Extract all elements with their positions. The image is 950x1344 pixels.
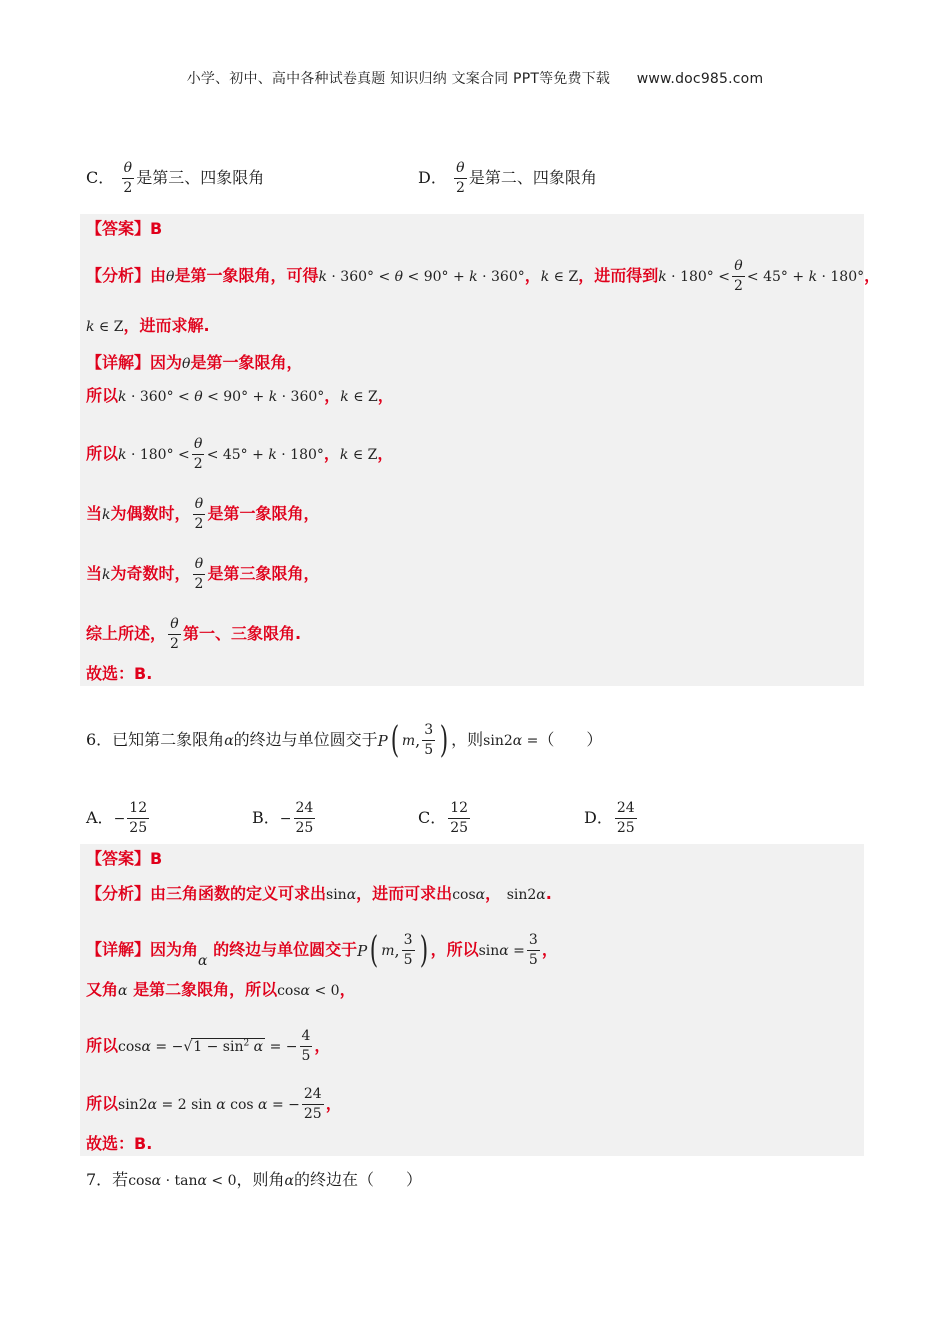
- q5-analysis-line1: 【分析】由θ是第一象限角，可得k · 360° < θ < 90° + k · 360°，k ∈ Z，进而得到k · 180° < $\frac{\theta}{2}$ < 45° + k · 180°，: [86, 258, 881, 294]
- math: sinα =: [478, 943, 525, 959]
- text: ，进而求解.: [123, 316, 210, 335]
- text: 是第一象限角，可得: [174, 266, 319, 285]
- q6-answer: 【答案】B: [86, 849, 163, 868]
- q6-choose: 故选：B.: [86, 1134, 153, 1153]
- text: 7．若: [86, 1170, 129, 1189]
- math: k · 180° <: [658, 269, 730, 285]
- q5-detail-2: 所以k · 360° < θ < 90° + k · 360°，k ∈ Z，: [86, 386, 394, 405]
- q5-detail-1: [86, 353, 302, 374]
- option-label: D．: [584, 808, 613, 827]
- q7-stem: [86, 1170, 422, 1191]
- q6-detail-3: 所以$\cos\alpha = -√1 - \sin^2 \alpha$ = − $\frac{4}{5}$ ，: [86, 1028, 331, 1064]
- denominator: 25: [295, 820, 314, 836]
- text: 当: [86, 564, 103, 583]
- text: 为偶数时，: [110, 504, 191, 523]
- point-p: P ( m , $\frac{3}{5}$ ): [377, 719, 449, 761]
- q6-detail-4: 所以sin2α = 2 sin α cos α = − $\frac{24}{25}$ ，: [86, 1086, 342, 1122]
- q5-summary: [86, 616, 301, 653]
- text: ，则: [451, 730, 484, 749]
- q5-detail-odd: [86, 556, 319, 593]
- q5-detail-3: 所以k · 180° < $\frac{\theta}{2}$ < 45° + k · 180°，k ∈ Z，: [86, 436, 394, 472]
- option-label: C．: [86, 168, 115, 187]
- fraction: $\frac{\theta}{2}$: [734, 258, 743, 294]
- math: k ∈ Z: [540, 269, 579, 285]
- option-label: C．: [418, 808, 447, 827]
- denominator: 25: [616, 820, 635, 836]
- fraction: $\frac{\theta}{2}$: [193, 436, 203, 472]
- math: θ: [166, 269, 175, 285]
- header-text: 小学、初中、高中各种试卷真题 知识归纳 文案合同 PPT等免费下载: [186, 71, 611, 87]
- math: $\cos\alpha = -√1 - \sin^2 \alpha$ = −: [118, 1038, 298, 1055]
- q5-detail-even: [86, 496, 319, 533]
- math: θ: [182, 356, 191, 372]
- text: 6．已知第二象限角: [86, 730, 225, 749]
- math: < 45° + k · 180°: [206, 447, 324, 463]
- text: 第一、三象限角.: [182, 624, 302, 643]
- option-label: A．: [86, 808, 114, 827]
- text: 【详解】因为: [86, 353, 183, 372]
- math: cosα · tanα < 0: [128, 1173, 237, 1189]
- q5-option-d: [418, 160, 597, 197]
- math: α: [198, 953, 208, 969]
- text: 所以: [86, 1094, 119, 1113]
- numerator: 24: [615, 800, 637, 819]
- q6-detail-2: 又角α 是第二象限角，所以cosα < 0，: [86, 980, 356, 999]
- math: k: [102, 507, 111, 523]
- header-site: www.doc985.com: [636, 71, 764, 87]
- fraction: [294, 800, 316, 837]
- text: 是第二象限角，所以: [133, 980, 278, 999]
- math: α: [118, 983, 128, 999]
- text: ，进而可求出: [356, 884, 453, 903]
- text: 所以: [86, 386, 119, 405]
- math: k: [102, 567, 111, 583]
- math: α: [224, 733, 234, 749]
- text: 综上所述，: [86, 624, 167, 643]
- option-text: 是第三、四象限角: [136, 168, 265, 187]
- math: sin2α =: [483, 733, 539, 749]
- numerator: 24: [294, 800, 316, 819]
- option-label: D．: [418, 168, 447, 187]
- q6-option-c: [418, 800, 472, 837]
- text: 为奇数时，: [110, 564, 191, 583]
- fraction: [615, 800, 637, 837]
- math: cosα: [452, 887, 486, 903]
- text: 的终边在（ ）: [293, 1170, 422, 1189]
- q5-option-c: [86, 160, 264, 197]
- numerator: 12: [127, 800, 149, 819]
- fraction: $\frac{4}{5}$: [301, 1028, 311, 1064]
- q6-option-b: [252, 800, 317, 837]
- fraction: $\frac{\theta}{2}$: [170, 616, 179, 652]
- q6-analysis: 【分析】由三角函数的定义可求出sinα，进而可求出cosα， sin2α.: [86, 884, 552, 903]
- math: k ∈ Z: [86, 319, 124, 335]
- q5-choose: 故选：B.: [86, 664, 153, 683]
- q6-option-d: [584, 800, 639, 837]
- fraction: [448, 800, 470, 837]
- numerator: 12: [448, 800, 470, 819]
- q5-answer: 【答案】B: [86, 219, 163, 238]
- math: k · 360° < θ < 90° + k · 360°: [118, 389, 325, 405]
- math: < 45° + k · 180°: [746, 269, 865, 285]
- option-text: 是第二、四象限角: [468, 168, 597, 187]
- text: ，进而得到: [578, 266, 659, 285]
- page-header: [0, 68, 950, 88]
- text: 【分析】由三角函数的定义可求出: [86, 884, 327, 903]
- math: sin2α: [506, 887, 546, 903]
- text: 的终边与单位圆交于: [213, 940, 358, 959]
- point-p: P ( m , $\frac{3}{5}$ ): [357, 929, 428, 971]
- q6-stem: [86, 719, 603, 761]
- text: 又角: [86, 980, 119, 999]
- math: k · 360° < θ < 90° + k · 360°: [318, 269, 525, 285]
- math: k · 180° <: [118, 447, 190, 463]
- text: 【分析】由: [86, 266, 167, 285]
- q5-analysis-line2: [86, 316, 210, 337]
- math: sinα: [326, 887, 357, 903]
- text: 的终边与单位圆交于: [233, 730, 378, 749]
- text: 所以: [86, 444, 119, 463]
- fraction: $\frac{3}{5}$: [528, 932, 538, 968]
- q6-option-a: [86, 800, 151, 837]
- q6-detail-1: 【详解】因为角α 的终边与单位圆交于 P ( m , $\frac{3}{5}$ ) ，所以sinα = $\frac{3}{5}$ ，: [86, 929, 558, 971]
- math: cosα < 0: [277, 983, 340, 999]
- sign: −: [279, 811, 292, 827]
- text: （ ）: [538, 730, 603, 749]
- text: 是第三象限角，: [207, 564, 320, 583]
- option-label: B．: [252, 808, 280, 827]
- math: k ∈ Z: [340, 389, 378, 405]
- denominator: 25: [129, 820, 148, 836]
- text: 是第一象限角，: [207, 504, 320, 523]
- fraction: $\frac{24}{25}$: [303, 1086, 322, 1122]
- fraction: $\frac{\theta}{2}$: [455, 160, 465, 196]
- fraction: $\frac{\theta}{2}$: [123, 160, 133, 196]
- math: α: [284, 1173, 294, 1189]
- text: ，所以: [430, 940, 479, 959]
- fraction: $\frac{\theta}{2}$: [194, 496, 204, 532]
- fraction: [127, 800, 149, 837]
- sign: −: [113, 811, 126, 827]
- text: 所以: [86, 1036, 119, 1055]
- text: ，则角: [236, 1170, 285, 1189]
- fraction: $\frac{\theta}{2}$: [194, 556, 204, 592]
- math: k ∈ Z: [339, 447, 378, 463]
- text: 是第一象限角，: [190, 353, 303, 372]
- text: 【详解】因为角: [86, 940, 199, 959]
- denominator: 25: [450, 820, 469, 836]
- text: 当: [86, 504, 103, 523]
- math: sin2α = 2 sin α cos α = −: [118, 1097, 300, 1113]
